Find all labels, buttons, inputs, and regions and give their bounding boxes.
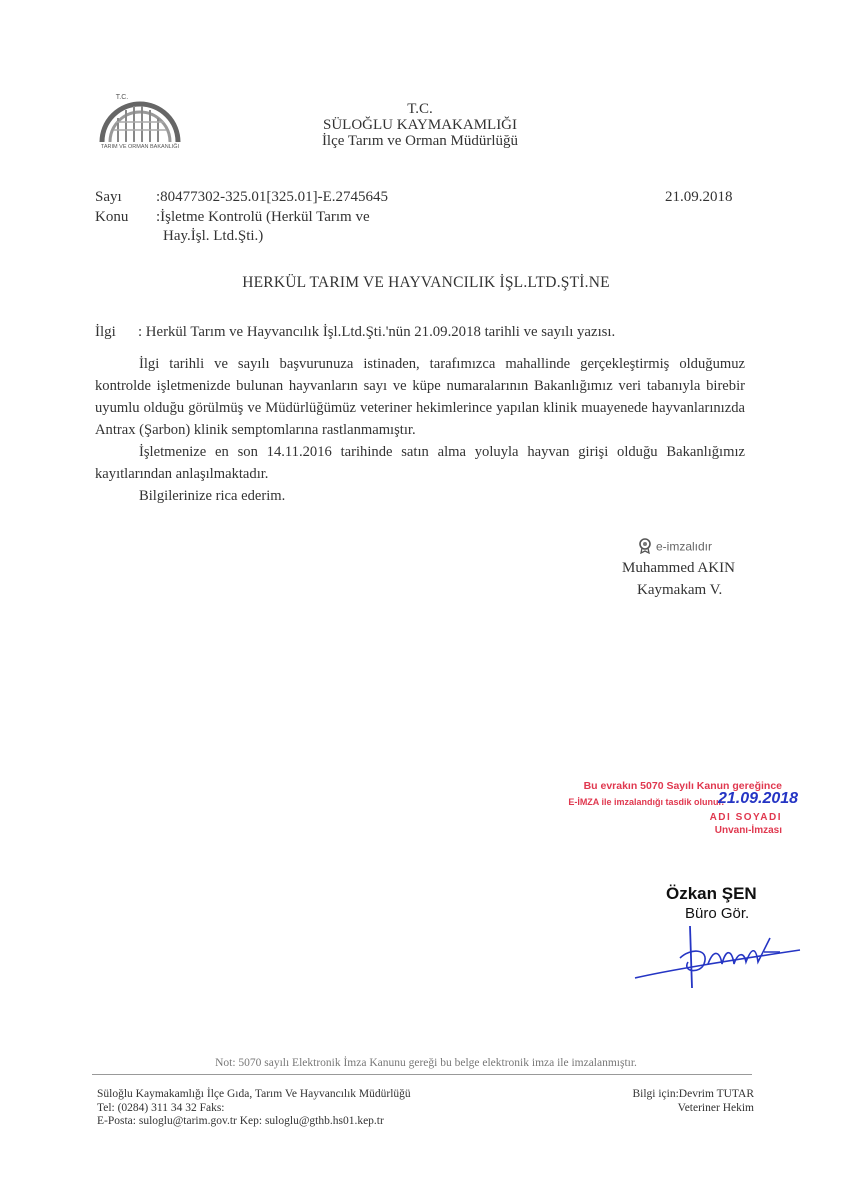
ilgi-label: İlgi bbox=[95, 324, 116, 340]
footer-phone: Tel: (0284) 311 34 32 Faks: bbox=[97, 1101, 225, 1114]
addressee: HERKÜL TARIM VE HAYVANCILIK İŞL.LTD.ŞTİ.NE bbox=[242, 274, 610, 291]
stamp-line1: Bu evrakın 5070 Sayılı Kanun gereğince bbox=[583, 780, 782, 792]
header-kaymakamlik: SÜLOĞLU KAYMAKAMLIĞI bbox=[322, 117, 518, 133]
body-paragraph-2: İşletmenize en son 14.11.2016 tarihinde satın alma yoluyla hayvan girişi olduğu Bakanlığımız kayıtlarından anlaşılmaktadır. bbox=[95, 444, 745, 482]
konu-label: Konu bbox=[95, 209, 129, 225]
signer-name: Muhammed AKIN bbox=[622, 560, 735, 576]
esign-text: e-imzalıdır bbox=[656, 539, 713, 554]
signer-title: Kaymakam V. bbox=[637, 582, 723, 598]
letter-body bbox=[95, 353, 745, 507]
handwritten-signature bbox=[630, 918, 810, 998]
seal-icon bbox=[638, 538, 652, 554]
ministry-logo bbox=[92, 80, 188, 162]
footer-divider bbox=[92, 1074, 752, 1075]
e-signature-note: Not: 5070 sayılı Elektronik İmza Kanunu gereği bu belge elektronik imza ile imzalanmıştır. bbox=[215, 1057, 637, 1069]
document-date: 21.09.2018 bbox=[665, 189, 733, 205]
konu-value-line1: :İşletme Kontrolü (Herkül Tarım ve bbox=[156, 209, 370, 225]
footer-left bbox=[97, 1088, 411, 1129]
certifier-name: Özkan ŞEN bbox=[666, 884, 757, 903]
stamp-handwritten-date: 21.09.2018 bbox=[718, 790, 799, 807]
header-tc: T.C. bbox=[407, 101, 433, 117]
header-mudurluk: İlçe Tarım ve Orman Müdürlüğü bbox=[321, 133, 519, 149]
footer-contact-title: Veteriner Hekim bbox=[677, 1101, 754, 1114]
certifier-title: Büro Gör. bbox=[685, 905, 750, 922]
sayi-value: :80477302-325.01[325.01]-E.2745645 bbox=[156, 189, 389, 205]
footer-email: E-Posta: suloglu@tarim.gov.tr Kep: suloglu@gthb.hs01.kep.tr bbox=[97, 1115, 384, 1127]
esign-badge bbox=[638, 537, 712, 555]
footer-right bbox=[632, 1088, 754, 1115]
footer-contact: Bilgi için:Devrim TUTAR bbox=[632, 1088, 754, 1100]
logo-text-bottom: TARIM VE ORMAN BAKANLIĞI bbox=[100, 144, 180, 150]
footer-institution: Süloğlu Kaymakamlığı İlçe Gıda, Tarım Ve Hayvancılık Müdürlüğü bbox=[97, 1088, 411, 1100]
stamp-line3: ADI SOYADI bbox=[709, 812, 782, 823]
stamp-line4: Unvanı-İmzası bbox=[714, 825, 782, 836]
ilgi-text: : Herkül Tarım ve Hayvancılık İşl.Ltd.Şti.'nün 21.09.2018 tarihli ve sayılı yazısı. bbox=[138, 324, 616, 340]
body-paragraph-1: İlgi tarihli ve sayılı başvurunuza istinaden, tarafımızca mahallinde gerçekleştirmiş olduğumuz kontrolde işletmenizde bulunan hayvanların sayı ve küpe numaralarının Bakanlığımız veri tabanıyla birebir uyumlu olduğu görülmüş ve Müdürlüğümüz veteriner hekimlerince yapılan klinik muayenede hayvanlarınızda Antrax (Şarbon) klinik semptomlarına rastlanmamıştır. bbox=[95, 356, 745, 438]
stamp-line2: E-İMZA ile imzalandığı tasdik olunur. bbox=[568, 797, 724, 807]
logo-text-top: T.C. bbox=[115, 94, 129, 101]
body-paragraph-3: Bilgilerinize rica ederim. bbox=[139, 488, 286, 504]
sayi-label: Sayı bbox=[95, 189, 122, 205]
konu-value-line2: Hay.İşl. Ltd.Şti.) bbox=[163, 228, 264, 244]
